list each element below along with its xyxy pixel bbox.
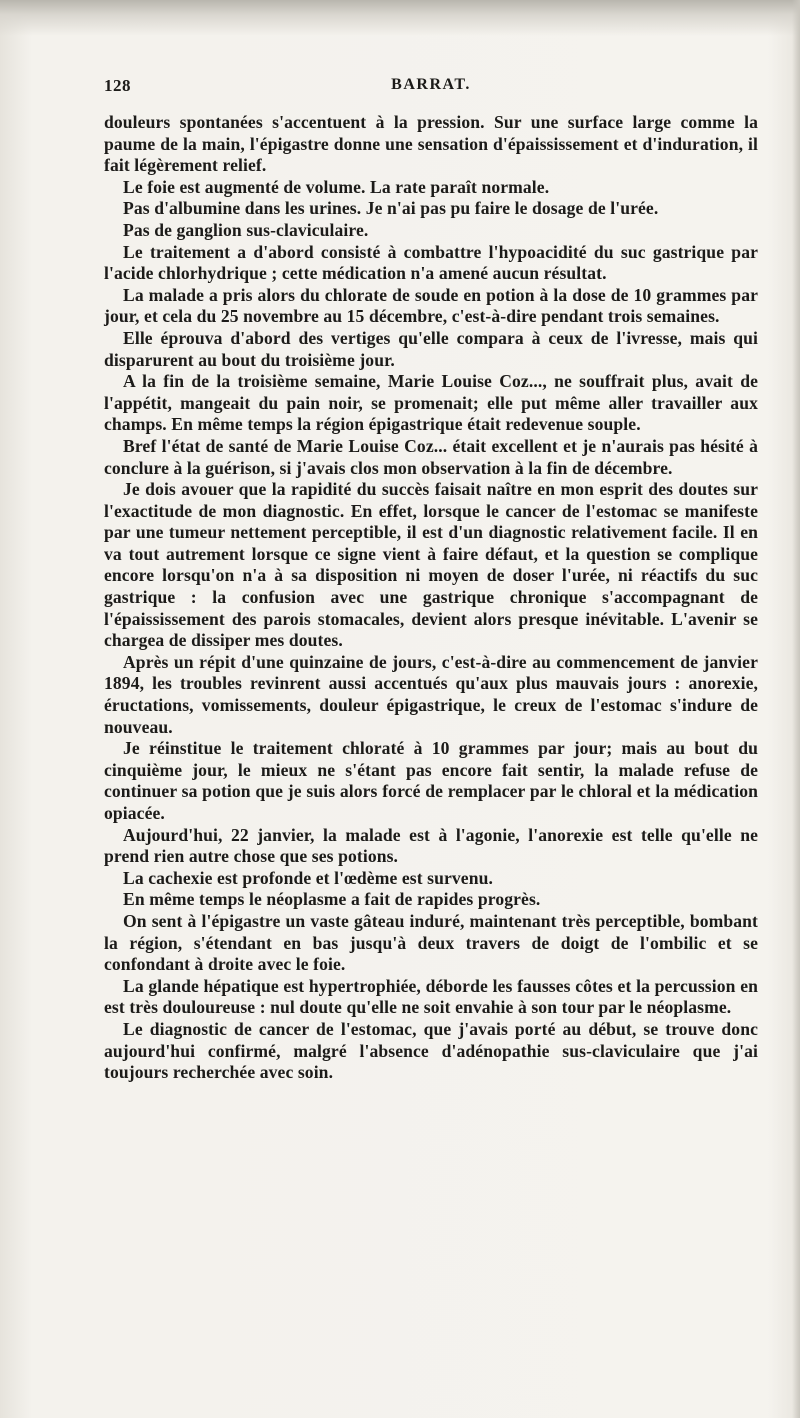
paragraph: En même temps le néoplasme a fait de rapides progrès. [123, 889, 541, 910]
paragraph: Aujourd'hui, 22 janvier, la malade est à l'agonie, l'anorexie est telle qu'elle ne prend rien autre chose que ses potions. [104, 824, 758, 867]
page-header [104, 76, 758, 100]
paragraph: La malade a pris alors du chlorate de soude en potion à la dose de 10 grammes par jour, et cela du 25 novembre au 15 décembre, c'est-à-dire pendant trois semaines. [104, 284, 758, 327]
paragraph: Bref l'état de santé de Marie Louise Coz... était excellent et je n'aurais pas hésité à conclure à la guérison, si j'avais clos mon observation à la fin de décembre. [104, 435, 758, 478]
paragraph: Pas d'albumine dans les urines. Je n'ai pas pu faire le dosage de l'urée. [123, 198, 659, 219]
paragraph: Le foie est augmenté de volume. La rate paraît normale. [123, 176, 550, 197]
paragraph: La cachexie est profonde et l'œdème est survenu. [123, 867, 493, 888]
paragraph: Le traitement a d'abord consisté à combattre l'hypoacidité du suc gastrique par l'acide chlorhydrique ; cette médication n'a amené aucun résultat. [104, 241, 758, 284]
paragraph: douleurs spontanées s'accentuent à la pression. Sur une surface large comme la paume de la main, l'épigastre donne une sensation d'épaississement et d'induration, il fait légèrement relief. [104, 112, 758, 176]
scan-right-edge [792, 0, 800, 1418]
scan-top-shadow [0, 0, 800, 36]
running-head: BARRAT. [391, 76, 471, 93]
paragraph: Le diagnostic de cancer de l'estomac, que j'avais porté au début, se trouve donc aujourd'hui confirmé, malgré l'absence d'adénopathie sus-claviculaire que j'ai toujours recherchée avec soin. [104, 1018, 758, 1083]
paragraph: Après un répit d'une quinzaine de jours, c'est-à-dire au commencement de janvier 1894, les troubles revinrent aussi accentués qu'aux plus mauvais jours : anorexie, éructations, vomissements, douleur épigastrique, le creux de l'estomac s'indure de nouveau. [104, 651, 758, 737]
paragraph: La glande hépatique est hypertrophiée, déborde les fausses côtes et la percussion en est très douloureuse : nul doute qu'elle ne soit envahie à son tour par le néoplasme. [104, 975, 758, 1018]
paragraph: On sent à l'épigastre un vaste gâteau induré, maintenant très perceptible, bombant la région, s'étendant en bas jusqu'à deux travers de doigt de l'ombilic et se confondant à droite avec le foie. [104, 910, 758, 975]
paragraph: Je réinstitue le traitement chloraté à 10 grammes par jour; mais au bout du cinquième jour, le mieux ne s'étant pas encore fait sentir, la malade refuse de continuer sa potion que je suis alors forcé de remplacer par le chloral et la médication opiacée. [104, 738, 758, 823]
paragraph: Je dois avouer que la rapidité du succès faisait naître en mon esprit des doutes sur l'exactitude de mon diagnostic. En effet, lorsque le cancer de l'estomac se manifeste par une tumeur nettement perceptible, il est d'un diagnostic relativement facile. Il en va tout autrement lorsque ce signe vient à faire défaut, et la question se complique encore lorsqu'on n'a à sa disposition ni moyen de doser l'urée, ni réactifs du suc gastrique : la confusion avec une gastrique chronique s'accompagnant de l'épaississement des parois stomacales, devient alors presque inévitable. L'avenir se chargea de dissiper mes doutes. [104, 479, 758, 651]
body-text [104, 112, 758, 1084]
paragraph: Pas de ganglion sus-claviculaire. [123, 219, 369, 240]
paragraph: Elle éprouva d'abord des vertiges qu'elle compara à ceux de l'ivresse, mais qui disparurent au bout du troisième jour. [104, 327, 758, 370]
paragraph: A la fin de la troisième semaine, Marie Louise Coz..., ne souffrait plus, avait de l'appétit, mangeait du pain noir, se promenait; elle put même aller travailler aux champs. En même temps la région épigastrique était redevenue souple. [104, 371, 758, 435]
page-number: 128 [104, 76, 131, 95]
